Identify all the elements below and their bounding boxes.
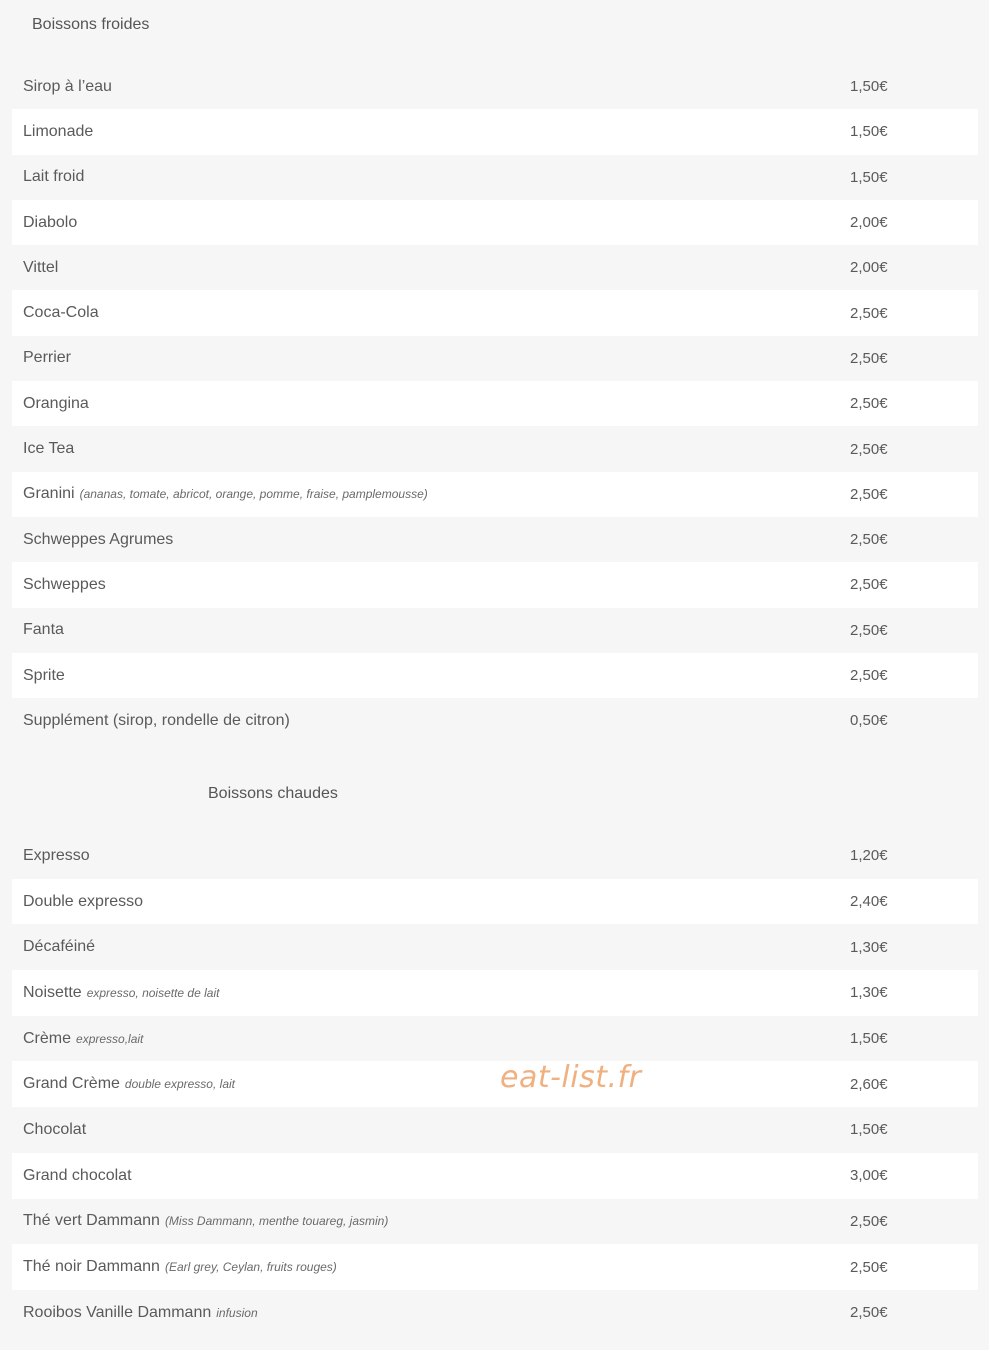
menu-item	[12, 970, 978, 1016]
menu-item	[12, 924, 978, 970]
item-name: Schweppes Agrumes	[23, 530, 174, 548]
item-price: 1,30€	[850, 984, 888, 1002]
menu-item	[12, 1061, 978, 1107]
item-name: Sirop à l’eau	[23, 77, 112, 95]
item-name: Thé noir Dammann	[23, 1258, 160, 1276]
item-price: 1,30€	[850, 938, 888, 956]
item-price: 2,00€	[850, 259, 888, 277]
item-price: 2,50€	[850, 485, 888, 503]
item-name: Diabolo	[23, 213, 78, 231]
menu-item	[12, 245, 978, 290]
item-price: 1,50€	[850, 1030, 888, 1048]
menu-item	[12, 1244, 978, 1290]
item-description: (Miss Dammann, menthe touareg, jasmin)	[164, 1214, 389, 1229]
item-name: Crème	[23, 1029, 72, 1047]
item-name: Limonade	[23, 122, 94, 140]
item-price: 1,50€	[850, 168, 888, 186]
item-name: Rooibos Vanille Dammann	[23, 1303, 212, 1321]
item-name: Coca-Cola	[23, 304, 99, 322]
item-name: Grand chocolat	[23, 1166, 132, 1184]
item-name: Perrier	[23, 349, 72, 367]
item-price: 2,00€	[850, 214, 888, 232]
item-name: Double expresso	[23, 892, 144, 910]
item-price: 1,50€	[850, 123, 888, 141]
menu-item	[12, 1016, 978, 1062]
item-description: expresso,lait	[76, 1031, 144, 1046]
item-name: Ice Tea	[23, 440, 75, 458]
item-name: Granini	[23, 485, 75, 503]
item-price: 1,50€	[850, 1121, 888, 1139]
item-price: 2,40€	[850, 893, 888, 911]
menu-item	[12, 155, 978, 200]
item-name: Lait froid	[23, 168, 85, 186]
menu-item	[12, 1290, 978, 1336]
item-price: 2,50€	[850, 531, 888, 549]
item-description: (ananas, tomate, abricot, orange, pomme, fraise, pamplemousse)	[79, 487, 428, 502]
menu-item	[12, 336, 978, 381]
section-title-cold: Boissons froides	[32, 16, 150, 33]
item-price: 2,50€	[850, 440, 888, 458]
menu-item	[12, 472, 978, 517]
item-price: 2,50€	[850, 576, 888, 594]
menu-item	[12, 608, 978, 653]
menu-item	[12, 1199, 978, 1245]
item-price: 3,00€	[850, 1167, 888, 1185]
item-description: double expresso, lait	[124, 1077, 235, 1092]
item-name: Vittel	[23, 258, 59, 276]
item-name: Supplément (sirop, rondelle de citron)	[23, 711, 290, 729]
menu-item	[12, 1153, 978, 1199]
cold-drinks-list	[12, 64, 978, 743]
menu-item	[12, 200, 978, 245]
item-name: Expresso	[23, 846, 90, 864]
item-description: infusion	[216, 1305, 258, 1320]
item-name: Schweppes	[23, 575, 106, 593]
menu-item	[12, 290, 978, 335]
item-price: 0,50€	[850, 712, 888, 730]
menu-item	[12, 109, 978, 154]
menu-item	[12, 698, 978, 743]
item-price: 2,50€	[850, 304, 888, 322]
item-price: 2,50€	[850, 667, 888, 684]
section-title-hot: Boissons chaudes	[208, 785, 338, 802]
item-name: Décaféiné	[23, 938, 96, 956]
menu-item	[12, 517, 978, 562]
item-name: Thé vert Dammann	[23, 1212, 160, 1230]
hot-drinks-section	[0, 769, 989, 1336]
item-price: 2,50€	[850, 395, 888, 413]
item-name: Sprite	[23, 666, 65, 684]
item-price: 2,50€	[850, 1212, 888, 1230]
menu-item	[12, 879, 978, 925]
menu-item	[12, 1107, 978, 1153]
item-price: 2,50€	[850, 1258, 888, 1276]
item-name: Fanta	[23, 621, 64, 639]
item-name: Chocolat	[23, 1120, 87, 1138]
hot-drinks-list	[12, 833, 978, 1336]
menu-item	[12, 64, 978, 109]
menu-item	[12, 426, 978, 471]
menu-item	[12, 653, 978, 698]
menu-item	[12, 562, 978, 607]
item-price: 2,50€	[850, 621, 888, 639]
item-price: 2,50€	[850, 1304, 888, 1322]
watermark: eat-list.fr	[500, 1060, 642, 1095]
item-price: 1,20€	[850, 847, 888, 865]
item-price: 2,50€	[850, 349, 888, 367]
item-name: Noisette	[23, 983, 82, 1001]
item-price: 2,60€	[850, 1075, 888, 1093]
menu-item	[12, 381, 978, 426]
item-name: Grand Crème	[23, 1075, 120, 1093]
menu-item	[12, 833, 978, 879]
item-price: 1,50€	[850, 78, 888, 96]
item-name: Orangina	[23, 394, 89, 412]
item-description: (Earl grey, Ceylan, fruits rouges)	[164, 1260, 337, 1275]
item-description: expresso, noisette de lait	[86, 985, 220, 1000]
